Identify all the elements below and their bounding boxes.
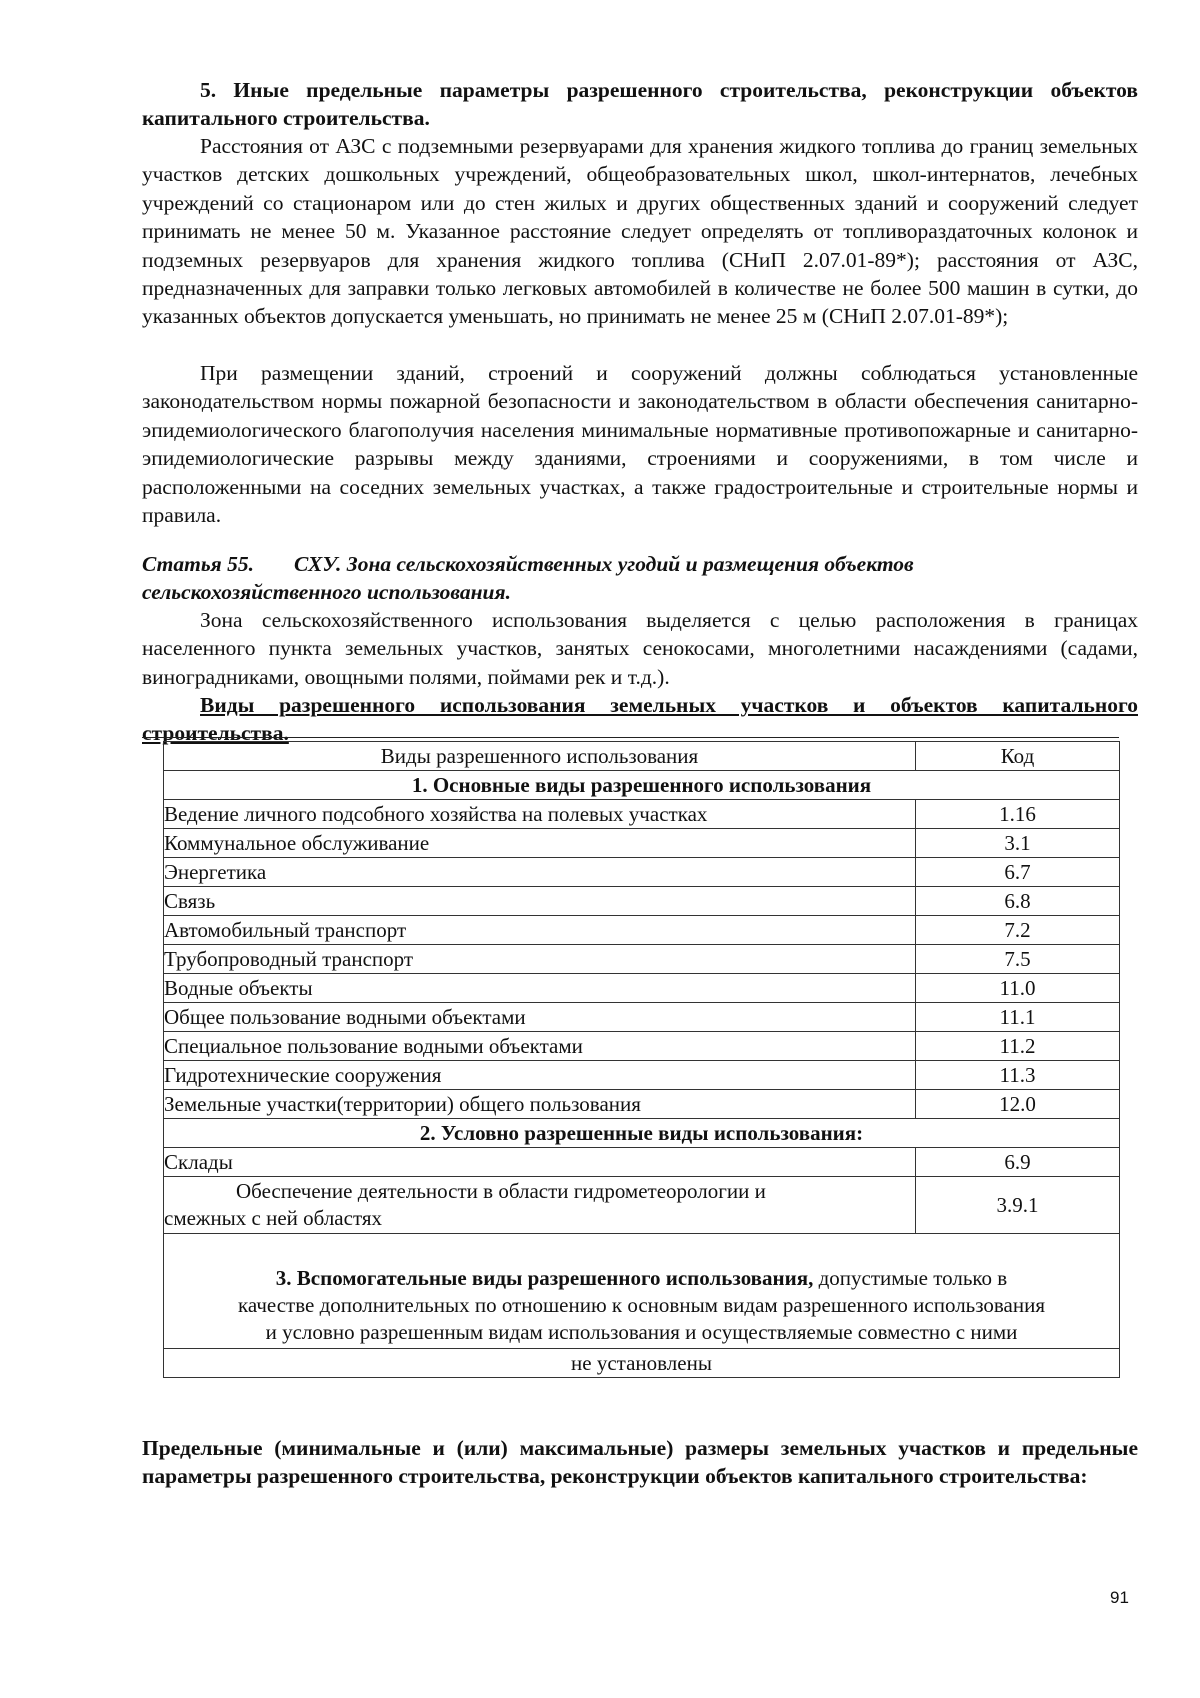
table-row	[164, 1177, 1120, 1234]
use-code: 6.9	[916, 1148, 1120, 1177]
table-header-row	[164, 742, 1120, 771]
section-title-main: 1. Основные виды разрешенного использования	[164, 771, 1120, 800]
use-code: 7.2	[916, 916, 1120, 945]
main-uses-body	[164, 800, 1120, 1119]
table-row	[164, 945, 1120, 974]
use-name: Ведение личного подсобного хозяйства на полевых участках	[164, 800, 916, 829]
section5-paragraph-2: При размещении зданий, строений и сооружений должны соблюдаться установленные законодательством нормы пожарной безопасности и законодательством в области обеспечения санитарно-эпидемиологического благополучия населения минимальные нормативные противопожарные и санитарно-эпидемиологические разрывы между зданиями, строениями и сооружениями, в том числе и расположенными на соседних земельных участках, а также градостроительные и строительные нормы и правила.	[142, 361, 1138, 528]
use-code: 3.9.1	[916, 1177, 1120, 1234]
table-row	[164, 1090, 1120, 1119]
use-code: 11.3	[916, 1061, 1120, 1090]
heading-underline	[142, 737, 1119, 738]
use-code: 1.16	[916, 800, 1120, 829]
use-name: Трубопроводный транспорт	[164, 945, 916, 974]
table-row	[164, 1349, 1120, 1378]
limits-heading: Предельные (минимальные и (или) максимальные) размеры земельных участков и предельные параметры разрешенного строительства, реконструкции объектов капитального строительства:	[142, 1436, 1138, 1489]
table-row	[164, 1061, 1120, 1090]
table-row	[164, 800, 1120, 829]
use-code: 6.8	[916, 887, 1120, 916]
section-row	[164, 1119, 1120, 1148]
use-name: Склады	[164, 1148, 916, 1177]
section-title-auxiliary: 3. Вспомогательные виды разрешенного использования,	[275, 1266, 814, 1290]
table-row	[164, 974, 1120, 1003]
use-name: Коммунальное обслуживание	[164, 829, 916, 858]
table-row	[164, 1032, 1120, 1061]
use-code: 6.7	[916, 858, 1120, 887]
table-row	[164, 1148, 1120, 1177]
use-name: Энергетика	[164, 858, 916, 887]
aux-value: не установлены	[164, 1349, 1120, 1378]
use-name: Гидротехнические сооружения	[164, 1061, 916, 1090]
use-name-line1: Обеспечение деятельности в области гидрометеорологии и	[236, 1179, 766, 1203]
use-code: 12.0	[916, 1090, 1120, 1119]
use-code: 11.1	[916, 1003, 1120, 1032]
page-number: 91	[1110, 1588, 1129, 1607]
use-name: Водные объекты	[164, 974, 916, 1003]
use-code: 11.0	[916, 974, 1120, 1003]
column-header-uses: Виды разрешенного использования	[164, 742, 916, 771]
section-auxiliary	[164, 1234, 1120, 1349]
use-name: Связь	[164, 887, 916, 916]
use-name: Земельные участки(территории) общего пользования	[164, 1090, 916, 1119]
section5-paragraph-1: Расстояния от АЗС с подземными резервуарами для хранения жидкого топлива до границ земельных участков детских дошкольных учреждений, общеобразовательных школ, школ-интернатов, лечебных учреждений со стационаром или до стен жилых и других общественных зданий и сооружений следует принимать не менее 50 м. Указанное расстояние следует определять от топливораздаточных колонок и подземных резервуаров для хранения жидкого топлива (СНиП 2.07.01-89*); расстояния от АЗС, предназначенных для заправки только легковых автомобилей в количестве не более 500 машин в сутки, до указанных объектов допускается уменьшать, но принимать не менее 25 м (СНиП 2.07.01-89*);	[142, 134, 1138, 329]
section5-heading: 5. Иные предельные параметры разрешенного строительства, реконструкции объектов капитального строительства.	[142, 78, 1138, 131]
column-header-code: Код	[916, 742, 1120, 771]
aux-text-3: и условно разрешенным видам использования и осуществляемые совместно с ними	[265, 1320, 1018, 1344]
table-row	[164, 887, 1120, 916]
use-name: Автомобильный транспорт	[164, 916, 916, 945]
section-row	[164, 771, 1120, 800]
use-code: 11.2	[916, 1032, 1120, 1061]
article-intro: Зона сельскохозяйственного использования выделяется с целью расположения в границах населенного пункта земельных участков, занятых сенокосами, многолетними насаждениями (садами, виноградниками, овощными полями, поймами рек и т.д.).	[142, 608, 1138, 689]
use-name: Общее пользование водными объектами	[164, 1003, 916, 1032]
article-title: СХУ. Зона сельскохозяйственных угодий и размещения объектов	[294, 552, 914, 576]
permitted-uses-table	[163, 741, 1120, 1378]
table-row	[164, 858, 1120, 887]
aux-text-1: допустимые только в	[813, 1266, 1008, 1290]
section-title-conditional: 2. Условно разрешенные виды использования:	[164, 1119, 1120, 1148]
use-code: 7.5	[916, 945, 1120, 974]
table-row	[164, 1003, 1120, 1032]
section-row	[164, 1234, 1120, 1349]
use-code: 3.1	[916, 829, 1120, 858]
table-row	[164, 916, 1120, 945]
use-name-multiline	[164, 1177, 916, 1234]
aux-text-2: качестве дополнительных по отношению к основным видам разрешенного использования	[237, 1293, 1046, 1317]
article-number: Статья 55.	[142, 552, 254, 576]
article-heading	[142, 550, 1138, 578]
uses-heading: Виды разрешенного использования земельных участков и объектов капитального строительства.	[142, 693, 1138, 746]
table-row	[164, 829, 1120, 858]
article-title-continued: сельскохозяйственного использования.	[142, 580, 511, 604]
use-name-line2: смежных с ней областях	[164, 1206, 382, 1230]
use-name: Специальное пользование водными объектами	[164, 1032, 916, 1061]
